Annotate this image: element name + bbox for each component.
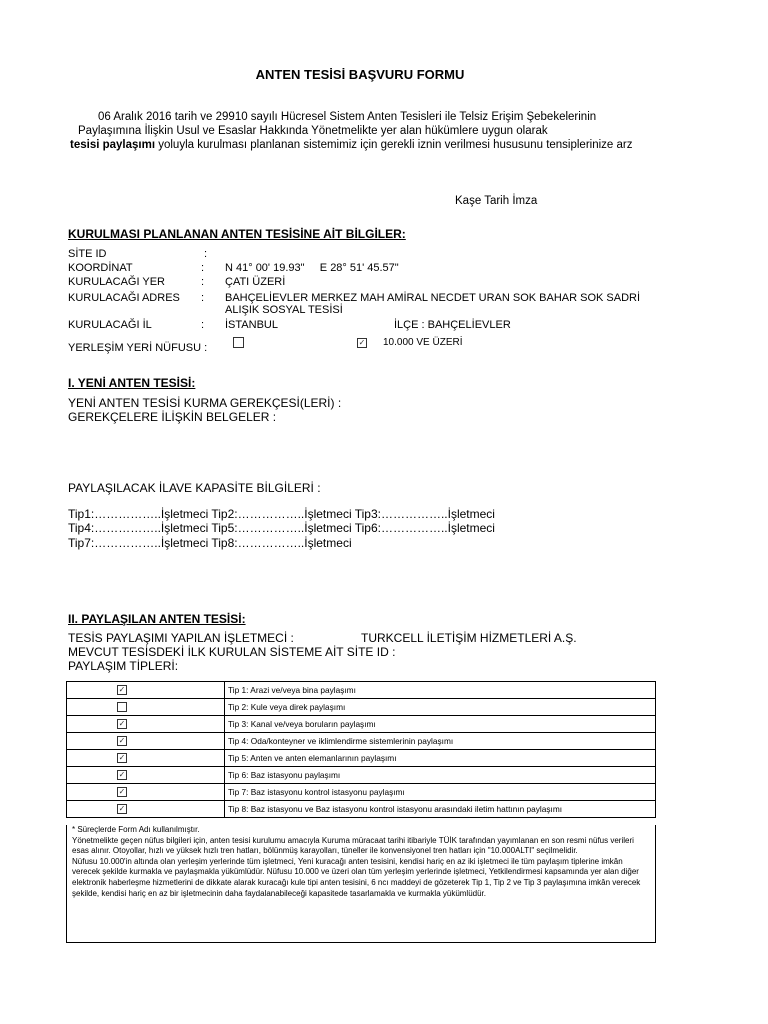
type-check-cell xyxy=(67,699,225,716)
capacity-label: PAYLAŞILACAK İLAVE KAPASİTE BİLGİLERİ : xyxy=(68,481,321,495)
field-adres-value: BAHÇELİEVLER MERKEZ MAH AMİRAL NECDET URAN SOK BAHAR SOK SADRİ xyxy=(225,292,641,304)
type-check-cell xyxy=(67,733,225,750)
type-1-checkbox[interactable]: ✓ xyxy=(118,685,126,694)
type-7-text: Tip 7: Baz istasyonu kontrol istasyonu paylaşımı xyxy=(225,784,656,801)
type-check-cell xyxy=(67,801,225,818)
type-check-cell xyxy=(67,682,225,699)
type-check-cell xyxy=(67,750,225,767)
field-yer-sep: : xyxy=(201,276,205,288)
sharing-types-table xyxy=(66,681,656,818)
table-row xyxy=(67,733,656,750)
field-koordinat-sep: : xyxy=(201,262,205,274)
field-yer-value: ÇATI ÜZERİ xyxy=(225,276,286,288)
type-5-text: Tip 5: Anten ve anten elemanlarının paylaşımı xyxy=(225,750,656,767)
type-3-checkbox[interactable]: ✓ xyxy=(118,719,126,728)
type-check-cell xyxy=(67,716,225,733)
type-check-cell xyxy=(67,767,225,784)
intro-line-3 xyxy=(70,139,632,151)
field-site-id-label: SİTE ID xyxy=(68,248,107,260)
type-8-checkbox[interactable]: ✓ xyxy=(118,804,126,813)
new-antenna-heading: I. YENİ ANTEN TESİSİ: xyxy=(68,376,196,390)
type-1-text: Tip 1: Arazi ve/veya bina paylaşımı xyxy=(225,682,656,699)
intro-line-3-bold: tesisi paylaşımı xyxy=(70,139,156,151)
table-row xyxy=(67,716,656,733)
field-adres-sep: : xyxy=(201,292,205,304)
table-row xyxy=(67,767,656,784)
nufus-label: YERLEŞİM YERİ NÜFUSU : xyxy=(68,342,208,354)
tip-row-2: Tip4:……………..İşletmeci Tip5:……………..İşletmeci Tip6:……………..İşletmeci xyxy=(68,521,495,535)
field-il-label: KURULACAĞI İL xyxy=(68,319,152,331)
footnote-2: Yönetmelikte geçen nüfus bilgileri için, anten tesisi kurulumu amacıyla Kuruma müracaat tarihi itibariyle TÜİK tarafından yayımlanan en son resmi nüfus verileri esas alınır. Otoyollar, hızlı ve yüksek hızlı tren hatları, bölünmüş karayolları, tüneller ile konvensiyonel tren hatları için "10.000ALTI" seçilmelidir. xyxy=(72,835,634,856)
type-7-checkbox[interactable]: ✓ xyxy=(118,787,126,796)
form-title: ANTEN TESİSİ BAŞVURU FORMU xyxy=(255,67,465,82)
operator-label: TESİS PAYLAŞIMI YAPILAN İŞLETMECİ : xyxy=(68,631,294,645)
intro-line-3-rest: yoluyla kurulması planlanan sistemimiz için gerekli iznin verilmesi hususunu tensiplerinize arz xyxy=(155,139,633,151)
field-koordinat-value: N 41° 00' 19.93" E 28° 51' 45.57" xyxy=(225,262,399,274)
type-3-text: Tip 3: Kanal ve/veya boruların paylaşımı xyxy=(225,716,656,733)
intro-line-1: 06 Aralık 2016 tarih ve 29910 sayılı Hücresel Sistem Anten Tesisleri ile Telsiz Erişim Şebekelerinin xyxy=(98,111,597,123)
info-heading: KURULMASI PLANLANAN ANTEN TESİSİNE AİT BİLGİLER: xyxy=(68,227,406,241)
new-reason-label: YENİ ANTEN TESİSİ KURMA GEREKÇESİ(LERİ) : xyxy=(68,396,342,410)
table-row xyxy=(67,784,656,801)
field-ilce: İLÇE : BAHÇELİEVLER xyxy=(394,319,511,331)
nufus-under-checkbox[interactable] xyxy=(233,337,244,348)
type-4-checkbox[interactable]: ✓ xyxy=(118,736,126,745)
type-6-text: Tip 6: Baz istasyonu paylaşımı xyxy=(225,767,656,784)
shared-antenna-heading: II. PAYLAŞILAN ANTEN TESİSİ: xyxy=(68,612,246,626)
type-8-text: Tip 8: Baz istasyonu ve Baz istasyonu kontrol istasyonu arasındaki iletim hattının paylaşımı xyxy=(225,801,656,818)
nufus-over-label: 10.000 VE ÜZERİ xyxy=(383,337,463,348)
intro-line-2: Paylaşımına İlişkin Usul ve Esaslar Hakkında Yönetmelikte yer alan hükümlere uygun olarak xyxy=(78,125,548,137)
table-row xyxy=(67,750,656,767)
type-4-text: Tip 4: Oda/konteyner ve iklimlendirme sistemlerinin paylaşımı xyxy=(225,733,656,750)
field-yer-label: KURULACAĞI YER xyxy=(68,276,165,288)
type-6-checkbox[interactable]: ✓ xyxy=(118,770,126,779)
field-il-sep: : xyxy=(201,319,205,331)
field-koordinat-label: KOORDİNAT xyxy=(68,262,133,274)
nufus-over-checkbox[interactable]: ✓ xyxy=(358,338,366,347)
field-il-value: İSTANBUL xyxy=(225,319,278,331)
footnotes-box xyxy=(66,825,656,943)
type-2-text: Tip 2: Kule veya direk paylaşımı xyxy=(225,699,656,716)
table-row xyxy=(67,801,656,818)
tip-row-3: Tip7:……………..İşletmeci Tip8:……………..İşletmeci xyxy=(68,536,352,550)
table-row xyxy=(67,682,656,699)
type-check-cell xyxy=(67,784,225,801)
new-docs-label: GEREKÇELERE İLİŞKİN BELGELER : xyxy=(68,410,277,424)
footnote-3: Nüfusu 10.000'in altında olan yerleşim yerlerinde tüm işletmeci, Yeni kuracağı anten tesisini, kendisi hariç en az iki işletmeci ile tüm paylaşım tiplerine imkân verecek şekilde kurmakla ve paylaşmakla yükümlüdür. Nüfusu 10.000 ve üzeri olan tüm yerleşim yerlerinde işletmeci, Yetkilendirmesi kapsamında yer alan diğer elektronik haberleşme hizmetlerini de dikkate alarak kuracağı kule tipi anten tesisini, 6 ncı maddeyi de gözeterek Tip 1, Tip 2 ve Tip 3 paylaşımına imkân verecek şekilde, kendisi hariç en az bir işletmecinin daha faydalanabileceği kapasitede tasarlamakla ve kurmakla yükümlüdür. xyxy=(72,856,641,898)
types-label: PAYLAŞIM TİPLERİ: xyxy=(68,659,179,673)
type-5-checkbox[interactable]: ✓ xyxy=(118,753,126,762)
tip-row-1: Tip1:……………..İşletmeci Tip2:……………..İşletmeci Tip3:……………..İşletmeci xyxy=(68,507,495,521)
field-site-id-sep: : xyxy=(204,248,208,260)
existing-site-id-label: MEVCUT TESİSDEKİ İLK KURULAN SİSTEME AİT SİTE ID : xyxy=(68,645,396,659)
operator-value: TURKCELL İLETİŞİM HİZMETLERİ A.Ş. xyxy=(361,631,577,645)
field-adres-value-2: ALIŞIK SOSYAL TESİSİ xyxy=(225,304,343,316)
signature-label: Kaşe Tarih İmza xyxy=(455,195,538,207)
footnote-1: * Süreçlerde Form Adı kullanılmıştır. xyxy=(72,825,200,834)
table-row xyxy=(67,699,656,716)
type-2-checkbox[interactable] xyxy=(117,702,127,712)
field-adres-label: KURULACAĞI ADRES xyxy=(68,292,180,304)
